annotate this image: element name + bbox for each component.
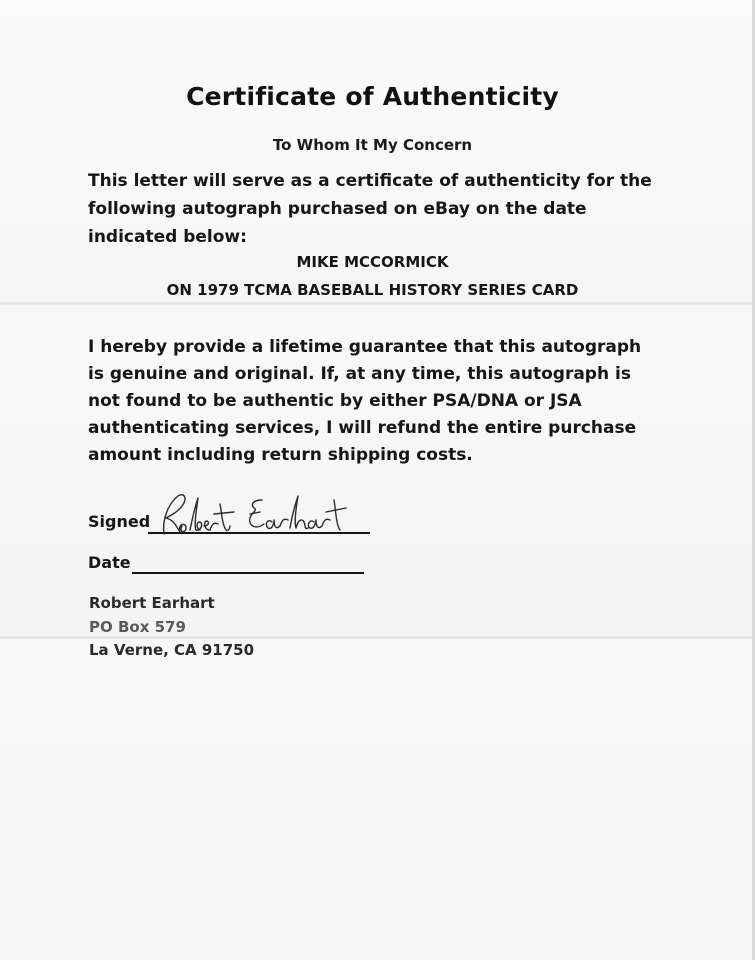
certificate-title: Certificate of Authenticity <box>186 82 559 111</box>
signed-label: Signed <box>88 512 151 531</box>
date-label: Date <box>88 553 131 572</box>
paper-fold-line <box>0 302 755 305</box>
date-line <box>132 572 364 574</box>
sender-address-block <box>89 592 389 663</box>
signature-block <box>88 490 388 540</box>
greeting-line: To Whom It My Concern <box>272 136 473 154</box>
intro-paragraph: This letter will serve as a certificate of authenticity for the following autograph purchased on eBay on the date indicated below: <box>88 171 652 247</box>
handwritten-signature <box>150 490 350 538</box>
sender-name: Robert Earhart <box>89 594 215 612</box>
autograph-subject: MIKE MCCORMICK <box>296 253 449 271</box>
autograph-item-description: ON 1979 TCMA BASEBALL HISTORY SERIES CARD <box>166 281 579 299</box>
sender-address-line2: La Verne, CA 91750 <box>89 641 255 659</box>
date-block <box>88 553 378 579</box>
sender-address-line1: PO Box 579 <box>89 617 186 636</box>
guarantee-paragraph: I hereby provide a lifetime guarantee that this autograph is genuine and original. If, at any time, this autograph is not found to be authentic by either PSA/DNA or JSA authenticating services, I will refund the entire purchase amount including return shipping costs. <box>88 337 642 465</box>
